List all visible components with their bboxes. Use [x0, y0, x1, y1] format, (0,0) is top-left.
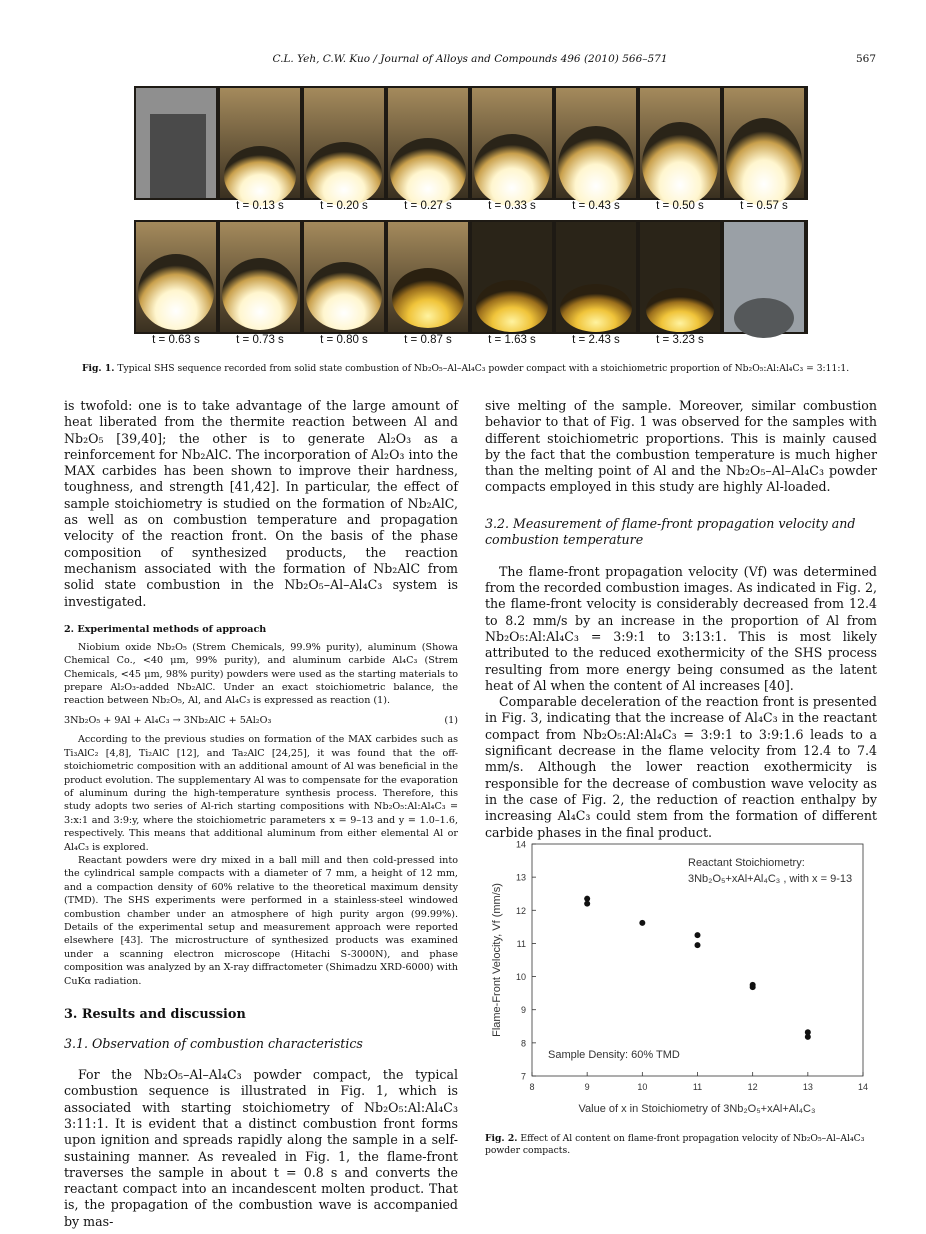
y-tick-label: 8 — [520, 1038, 526, 1049]
frame-label: t = 2.43 s — [572, 334, 620, 346]
section-2-heading: 2. Experimental methods of approach — [64, 623, 267, 635]
figure-2-caption — [485, 1133, 877, 1157]
y-tick-label: 12 — [515, 905, 526, 916]
subsection-3-2-heading: 3.2. Measurement of flame-front propagation velocity and combustion temperature — [485, 515, 856, 547]
data-point — [695, 942, 701, 948]
figure-2-caption-text: Effect of Al content on flame-front propagation velocity of Nb₂O₅–Al–Al₄C₃ powder compacts. — [485, 1133, 865, 1156]
x-tick-label: 12 — [747, 1082, 758, 1092]
y-tick-label: 13 — [515, 872, 526, 883]
section-3-2-paragraph: The flame-front propagation velocity (Vf) was determined from the recorded combustion images. As indicated in Fig. 2, the flame-front velocity is considerably decreased from 12.4 to 8.2 mm/s by an increase in the proportion of Al from Nb₂O₅:Al:Al₄C₃ = 3:9:1 to 3:13:1. This is most likely attributed to the reduced exothermicity of the SHS process resulting from more energy being consumed as the latent heat of Al when the content of Al increases [40]. — [485, 563, 877, 693]
figure-1-caption-label: Fig. 1. — [82, 363, 115, 374]
equation-1 — [64, 714, 458, 727]
section-2-paragraph: According to the previous studies on formation of the MAX carbides such as Ti₃AlC₂ [4,8], Ti₂AlC [12], and Ta₂AlC [24,25], it was found that the off-stoichiometric composition with an additional amount of Al was beneficial in the product evolution. The supplementary Al was to compensate for the evaporation of aluminum during the high-temperature synthesis process. Therefore, this study adopts two series of Al-rich starting compositions with Nb₂O₅:Al:Al₄C₃ = 3:x:1 and 3:9:y, where the stoichiometric parameters x = 9–13 and y = 1.0–1.6, respectively. This means that additional aluminum from either elemental Al or Al₄C₃ is explored. — [64, 734, 458, 853]
frame-label: t = 1.63 s — [488, 334, 536, 346]
frame-label: t = 0.43 s — [572, 200, 620, 212]
figure-2-chart — [488, 832, 876, 1132]
frame-label: t = 0.57 s — [740, 200, 788, 212]
frame-label: t = 0.87 s — [404, 334, 452, 346]
running-title: C.L. Yeh, C.W. Kuo / Journal of Alloys and Compounds 496 (2010) 566–571 — [272, 53, 668, 65]
frame-label: t = 0.80 s — [320, 334, 368, 346]
section-2-paragraph: Reactant powders were dry mixed in a ball mill and then cold-pressed into the cylindrical sample compacts with a diameter of 7 mm, a height of 12 mm, and a compaction density of 60% relative to the theoretical maximum density (TMD). The SHS experiments were performed in a stainless-steel windowed combustion chamber under an atmosphere of high purity argon (99.99%). Details of the experimental setup and measurement approach were reported elsewhere [43]. The microstructure of synthesized products was examined under a scanning electron microscope (Hitachi S-3000N), and phase composition was analyzed by an X-ray diffractometer (Shimadzu XRD-6000) with CuKα radiation. — [64, 854, 458, 987]
frame-label: t = 3.23 s — [656, 334, 704, 346]
figure-1-caption — [82, 363, 882, 375]
y-axis-label: Flame-Front Velocity, Vf (mm/s) — [491, 883, 503, 1037]
x-tick-label: 9 — [584, 1082, 590, 1092]
frame-label: t = 0.27 s — [404, 200, 452, 212]
section-3-heading: 3. Results and discussion — [64, 1007, 246, 1023]
chart-annotation: 3Nb₂O₅+xAl+Al₄C₃ , with x = 9-13 — [688, 873, 853, 885]
equation-text: 3Nb₂O₅ + 9Al + Al₄C₃ → 3Nb₂AlC + 5Al₂O₃ — [64, 714, 272, 726]
figure-2-caption-label: Fig. 2. — [485, 1133, 518, 1144]
figure-2 — [488, 832, 876, 1132]
chart-annotation: Sample Density: 60% TMD — [548, 1049, 680, 1061]
section-3-1-paragraph: For the Nb₂O₅–Al–Al₄C₃ powder compact, the typical combustion sequence is illustrated in Fig. 1, which is associated with starting stoichiometry of Nb₂O₅:Al:Al₄C₃ 3:11:1. It is evident that a distinct combustion front forms upon ignition and spreads rapidly along the sample in a self-sustaining manner. As revealed in Fig. 1, the flame-front traverses the sample in about t = 0.8 s and converts the reactant compact into an incandescent molten product. That is, the propagation of the combustion wave is accompanied by mas- — [64, 1067, 458, 1229]
x-tick-label: 10 — [637, 1082, 648, 1092]
y-tick-label: 7 — [520, 1071, 526, 1082]
x-tick-label: 8 — [529, 1082, 535, 1092]
figure-1-photo-sequence — [134, 86, 863, 361]
frame-label: t = 0.33 s — [488, 200, 536, 212]
figure-1-caption-text: Typical SHS sequence recorded from solid state combustion of Nb₂O₅–Al–Al₄C₃ powder compact with a stoichiometric proportion of Nb₂O₅:Al:Al₄C₃ = 3:11:1. — [117, 363, 850, 374]
x-tick-label: 14 — [857, 1082, 869, 1092]
figure-1 — [134, 86, 863, 361]
section-2-paragraph: Niobium oxide Nb₂O₅ (Strem Chemicals, 99.9% purity), aluminum (Showa Chemical Co., <40 μm, 99% purity), and aluminum carbide Al₄C₃ (Strem Chemicals, <45 μm, 98% purity) powders were used as the starting materials to prepare Al₂O₃-added Nb₂AlC. Under an exact stoichiometric balance, the reaction between Nb₂O₅, Al, and Al₄C₃ is expressed as reaction (1). — [64, 641, 458, 707]
x-tick-label: 13 — [802, 1082, 813, 1092]
chart-annotation: Reactant Stoichiometry: — [688, 857, 805, 869]
subsection-3-1-heading: 3.1. Observation of combustion characteristics — [64, 1036, 363, 1052]
x-tick-label: 11 — [692, 1082, 703, 1092]
intro-paragraph-continued: is twofold: one is to take advantage of the large amount of heat liberated from the thermite reaction between Al and Nb₂O₅ [39,40]; the other is to generate Al₂O₃ as a reinforcement for Nb₂AlC. The incorporation of Al₂O₃ into the MAX carbides has been shown to improve their hardness, toughness, and strength [41,42]. In particular, the effect of sample stoichiometry is studied on the formation of Nb₂AlC, as well as on combustion temperature and propagation velocity of the reaction front. On the basis of the phase composition of synthesized products, the reaction mechanism associated with the formation of Nb₂AlC from solid state combustion in the Nb₂O₅–Al–Al₄C₃ system is investigated. — [64, 398, 458, 609]
data-point — [695, 932, 701, 938]
right-column — [485, 398, 877, 841]
frame-label: t = 0.50 s — [656, 200, 704, 212]
data-point — [584, 901, 590, 907]
frame-label: t = 0.20 s — [320, 200, 368, 212]
section-3-1-paragraph-continued: sive melting of the sample. Moreover, similar combustion behavior to that of Fig. 1 was observed for the samples with different stoichiometric proportions. This is mainly caused by the fact that the combustion temperature is much higher than the melting point of Al and the Nb₂O₅–Al–Al₄C₃ powder compacts employed in this study are highly Al-loaded. — [485, 398, 877, 495]
y-tick-label: 11 — [516, 938, 526, 949]
y-tick-label: 9 — [520, 1005, 526, 1016]
section-3-2-paragraph: Comparable deceleration of the reaction front is presented in Fig. 3, indicating that the increase of Al₄C₃ in the reactant compact from Nb₂O₅:Al:Al₄C₃ = 3:9:1 to 3:9:1.6 leads to a significant decrease in the flame velocity from 12.4 to 7.4 mm/s. Although the lower reaction exothermicity is responsible for the decrease of combustion wave velocity as in the case of Fig. 2, the reduction of reaction enthalpy by increasing Al₄C₃ could stem from the formation of different carbide phases in the final product. — [485, 694, 877, 840]
y-tick-label: 14 — [515, 839, 526, 850]
data-point — [750, 984, 756, 990]
data-point — [805, 1034, 811, 1040]
left-column — [64, 398, 458, 1230]
y-tick-label: 10 — [515, 972, 526, 983]
row1-flames — [220, 88, 804, 206]
page-number: 567 — [855, 53, 876, 65]
frame-label: t = 0.13 s — [236, 200, 284, 212]
x-axis-label: Value of x in Stoichiometry of 3Nb₂O₅+xAl+Al₄C₃ — [578, 1103, 816, 1115]
equation-number: (1) — [444, 714, 458, 726]
frame-label: t = 0.73 s — [236, 334, 284, 346]
frame-label: t = 0.63 s — [152, 334, 200, 346]
data-point — [639, 920, 645, 926]
